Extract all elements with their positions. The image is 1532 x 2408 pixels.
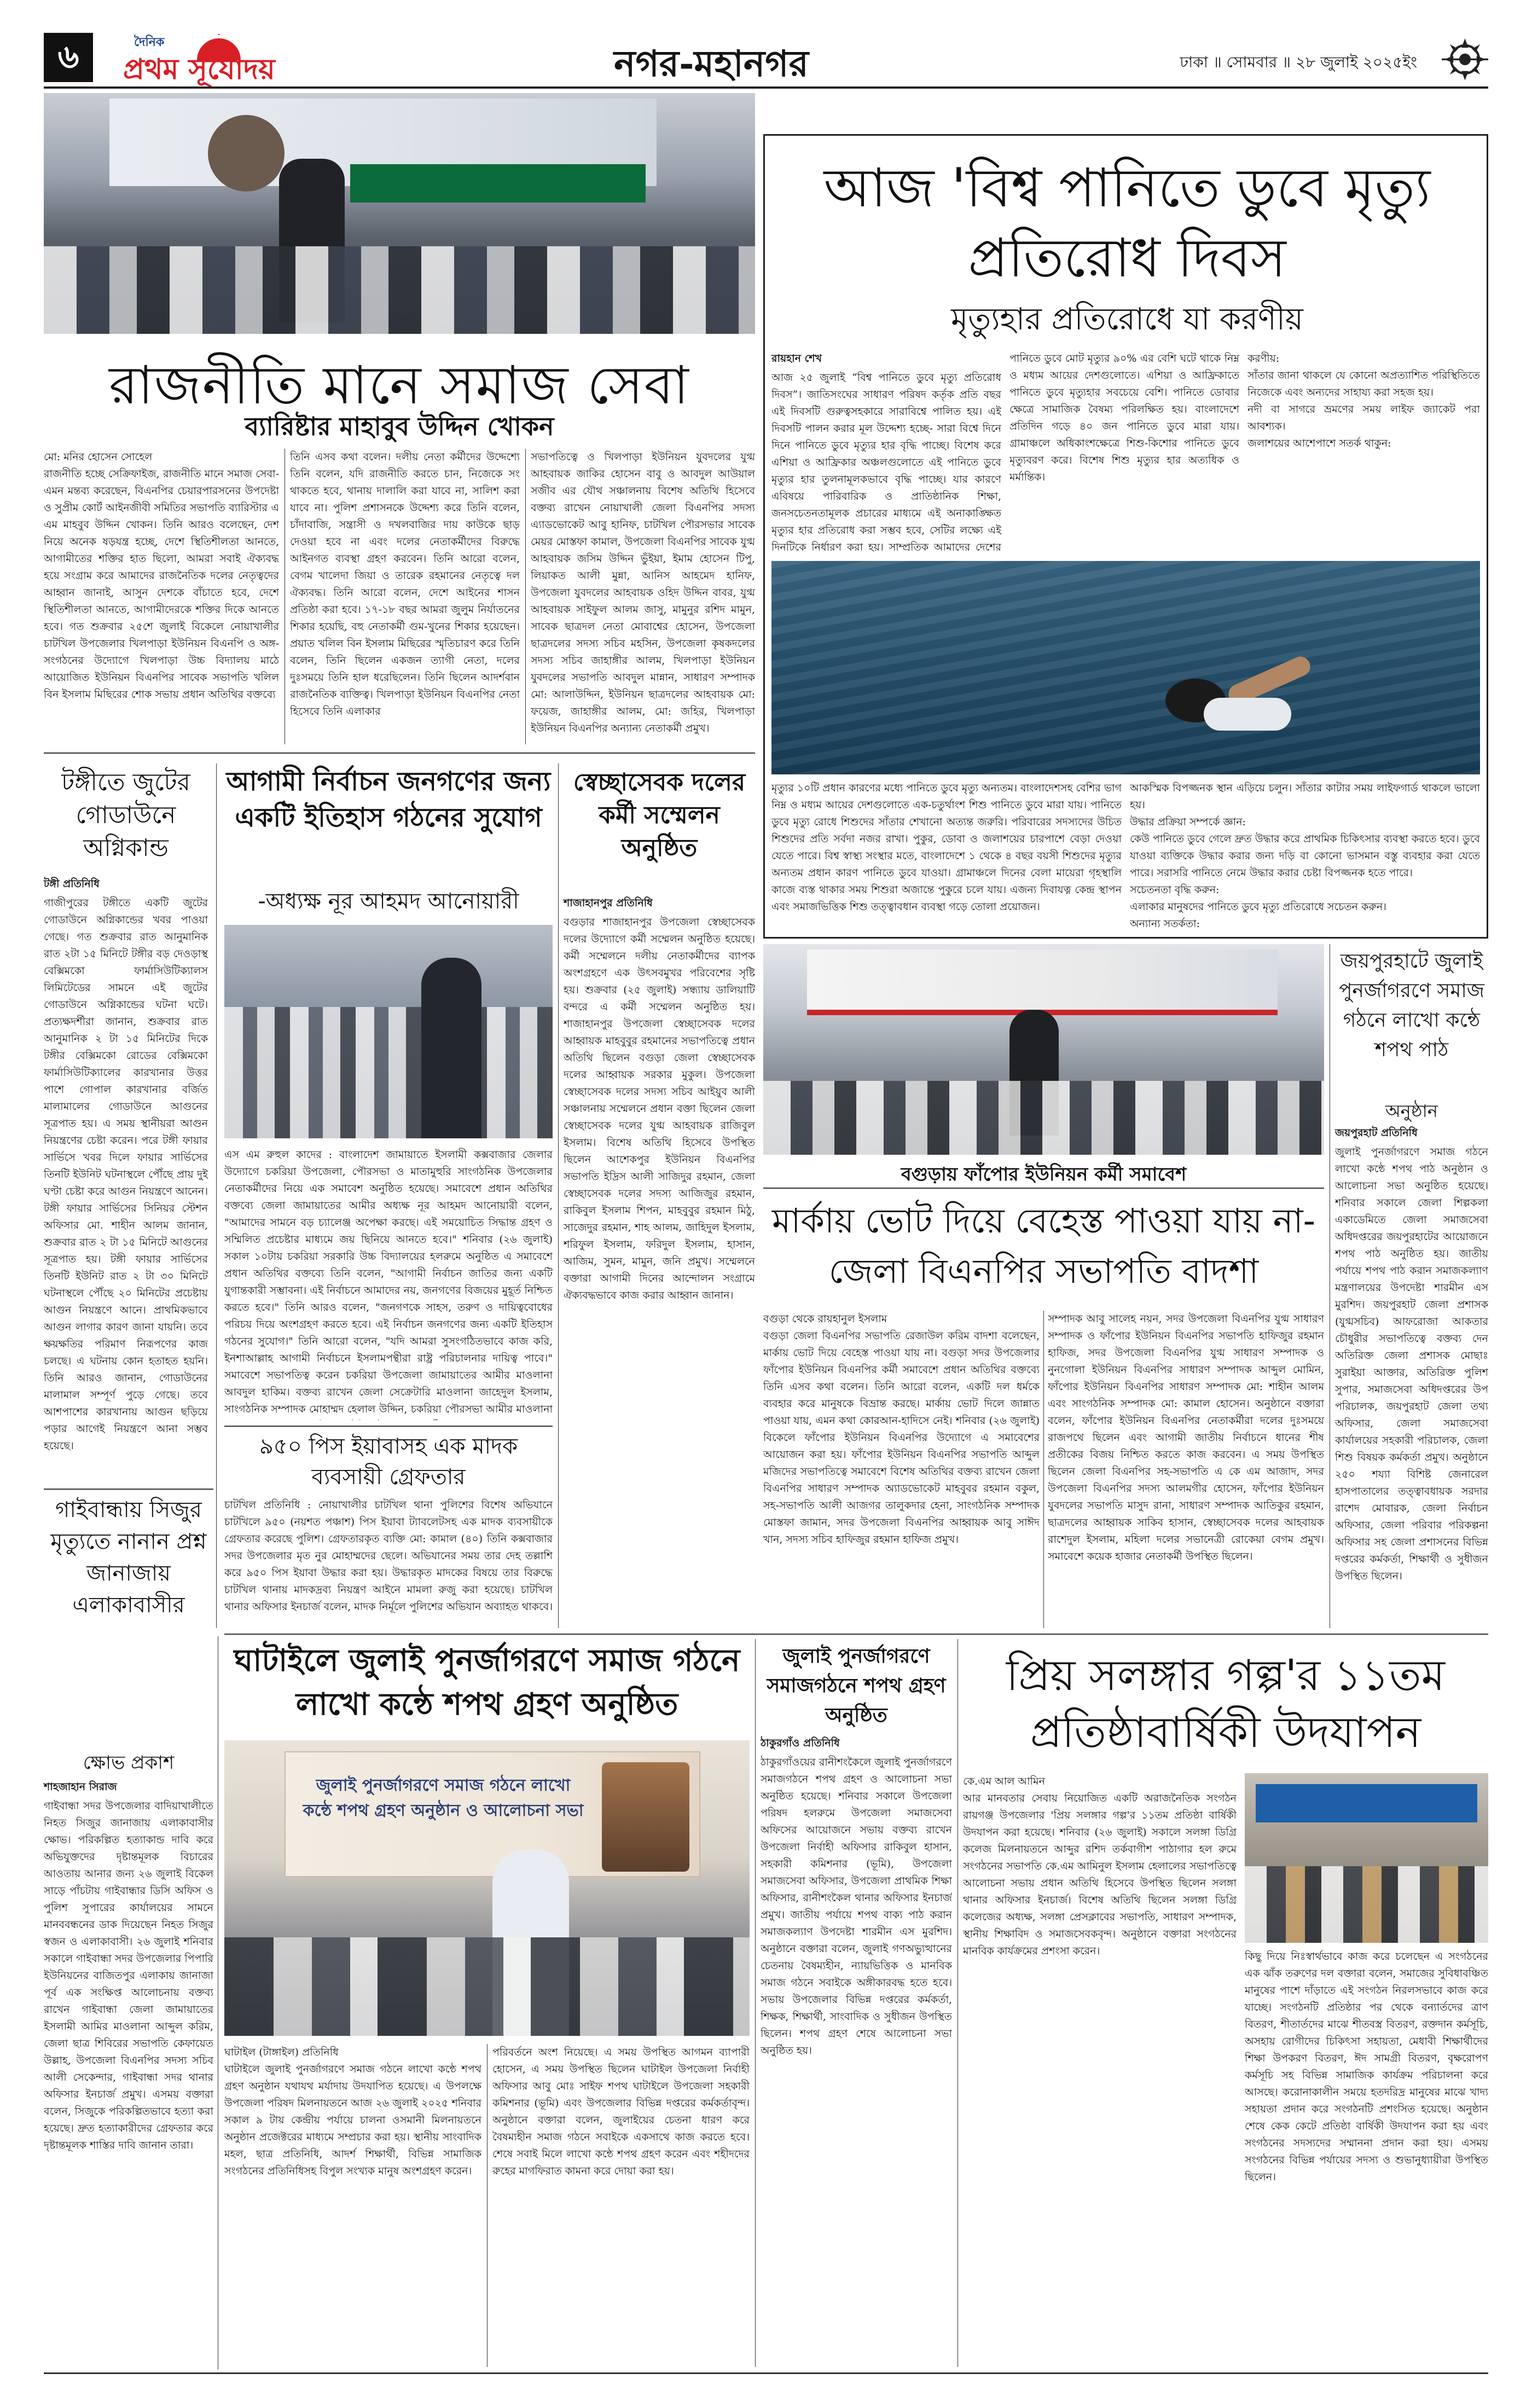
footer-rule xyxy=(44,2372,1488,2374)
a5-byline: শাজাহানপুর প্রতিনিধি xyxy=(564,897,653,909)
standing-person xyxy=(421,958,481,1138)
seated-guests xyxy=(1245,1866,1488,1943)
a3-headline: আগামী নির্বাচন জনগণের জন্য একটি ইতিহাস গঠনের সুযোগ xyxy=(226,766,551,833)
a1-headline: রাজনীতি মানে সমাজ সেবা xyxy=(109,355,690,416)
a9-byline: জয়পুরহাট প্রতিনিধি xyxy=(1335,1127,1418,1139)
a7-col-4: মৃত্যুর ১০টি প্রধান কারণের মধ্যে পানিতে ডুবে মৃত্যু অন্যতম। বাংলাদেশসহ বেশির ভাগ নিম্ন ও মধ্যম আয়ের দেশগুলোতে এক-চতুর্থাংশ শিশু পানিতে ডুবে মারা যায়। পানিতে ডুবে মৃত্যু রোধে শিশুদের সাঁতার শেখানো অত্যন্ত জরুরি। পরিবারের সদস্যদের উচিত শিশুদের প্রতি সর্বদা নজর রাখা। পুকুর, ডোবা ও জলাশয়ের চারপাশে বেড়া দেওয়া যেতে পারে। বিশ্ব স্বাস্থ্য সংস্থার মতে, বাংলাদেশে ১ থেকে ৪ বছর বয়সী শিশুদের মৃত্যুর অন্যতম প্রধান কারণ পানিতে ডুবে যাওয়া। গ্রামাঞ্চলে দিনের বেলা মায়েরা গৃহস্থালি কাজে ব্যস্ত থাকার সময় শিশুরা অজান্তে পুকুরে চলে যায়। এজন্য দিবাযত্ন কেন্দ্র স্থাপন এবং সমাজভিত্তিক শিশু তত্ত্বাবধান ব্যবস্থা গড়ে তোলা প্রয়োজন। xyxy=(771,782,1122,913)
col-divider xyxy=(755,1639,756,2367)
a6-subheadline: ক্ষোভ প্রকাশ xyxy=(83,1752,175,1774)
a2-byline: টঙ্গী প্রতিনিধি xyxy=(44,878,100,890)
a8-photo-caption: বগুড়ায় ফাঁপোর ইউনিয়ন কর্মী সমাবেশ xyxy=(901,1164,1187,1185)
a2-headline: টঙ্গীতে জুটের গোডাউনে অগ্নিকান্ড xyxy=(61,768,190,862)
a1-col-1: মো: মনির হোসেন সোহেল রাজনীতি হচ্ছে সেক্রিফাইজ, রাজনীতি মানে সমাজ সেবা- এমন মন্তব্য করেছেন, বিএনপির চেয়ারপারসনের উপদেষ্টা ও সুপ্রীম কোর্ট আইনজীবী সমিতির সভাপতি ব্যারিস্টার এ এম মাহবুব উদ্দিন খোকন। তিনি আরও বলেছেন, দেশ নিয়ে অনেক ষড়যন্ত্র হচ্ছে, দেশে স্থিতিশীলতা আনতে, আগামীতের শক্তির হাত ছিলো, আমরা সবাই ঐক্যবদ্ধ হয়ে সংগ্রাম করে আমাদের রাজনৈতিক দলের নেতৃত্বদের আহ্বান জানাই, আসুন দেশকে বাঁচাতে হবে, দেশে স্থিতিশীলতা আনতে, আগামীদেরকে শক্তির দিকে আনতে হবে। গত শুক্রবার ২৫শে জুলাই বিকেলে নোয়াখালীর চাটখিল উপজেলার খিলপাড়া ইউনিয়ন বিএনপি ও অঙ্গ-সংগঠনের উদ্যোগে খিলপাড়া উচ্চ বিদ্যালয় মাঠে আয়োজিত ইউনিয়ন বিএনপির সাবেক সভাপতি খলিল বিন ইসলাম মিছিরের শোক সভায় প্রধান অতিথির বক্তব্যে xyxy=(44,451,279,701)
a7-col-2: পানিতে ডুবে মোট মৃত্যুর ৯০% এর বেশি ঘটে থাকে নিম্ন ও মধ্যম আয়ের দেশগুলোতে। এশিয়া ও আফ্রিকাতে পানিতে ডুবে মৃত্যুহার সবচেয়ে বেশি। পানিতে ডোবার ক্ষেত্রে সামাজিক বৈষম্য পরিলক্ষিত হয়। বাংলাদেশে প্রতিদিন গড়ে ৪০ জন পানিতে ডুবে মারা যায়। গ্রামাঞ্চলে অধিকাংশক্ষেত্রে শিশু-কিশোর পানিতে ডুবে মৃত্যুবরণ করে। বিশেষ শিশু মৃত্যুর হার অত্যধিক ও মর্মান্তিক। xyxy=(1009,352,1239,483)
a6-body: গাইবান্ধা সদর উপজেলার বাদিয়াখালীতে নিহত সিজুর জানাজায় এলাকাবাসীর ক্ষোভ। পরিকল্পিত হত্যাকান্ড দাবি করে অভিযুক্তদের দৃষ্টান্তমূলক বিচারের আওতায় আনার জন্য ২৬ জুলাই বিকেল সাড়ে পাঁচটায় গাইবান্ধার ডিসি অফিস ও পুলিশ সুপারের কার্যালয়ের সামনে মানববন্ধনের ডাক দিয়েছেন নিহত সিজুর স্বজন ও এলাকাবাসী। ২৬ জুলাই শনিবার সকালে গাইবান্ধা সদর উপজেলার পিপারি ইউনিয়নের বাজিতপুর এলাকায় জানাজা পূর্ব এক সংক্ষিপ্ত আলোচনায় বক্তব্য রাখেন গাইবান্ধা জেলা জামায়াতের ইসলামী আমির মাওলানা আব্দুল করিম, জেলা ছাত্র শিবিরের সভাপতি কেফায়েত উল্লাহ, উপজেলা বিএনপির সদস্য সচিব আলী সেকেন্দার, গাইবান্ধা সদর থানার অফিসার ইনচার্জ প্রমুখ। এসময় বক্তারা বলেন, সিজুকে পরিকল্পিতভাবে হত্যা করা হয়েছে। দ্রুত হত্যাকারীদের গ্রেফতার করে দৃষ্টান্তমূলক শাস্তির দাবি জানান তারা। xyxy=(44,1800,213,2151)
bogura-photo xyxy=(763,944,1324,1155)
a1-col-2: তিনি এসব কথা বলেন। দলীয় নেতা কর্মীদের উদ্দেশ্যে তিনি বলেন, যদি রাজনীতি করতে চান, নিজেকে সং থাকতে হবে, থানায় দালালি করা যাবে না, সালিশ করা যাবে না। পুলিশ প্রশাসনকে উদ্দেশ্য করে তিনি বলেন, চাঁদাবাজি, সন্ত্রাসী ও দখলবাজির দায় কাউকে ছাড় দেওয়া হবে না এবং দলের নেতাকর্মীদের বিরুদ্ধে আইনগত ব্যবস্থা গ্রহণ করবেন। তিনি আরো বলেন, বেগম খালেদা জিয়া ও তারেক রহমানের নেতৃত্বে দল ঐক্যবদ্ধ। তিনি আরো বলেন, দেশে আইনের শাসন প্রতিষ্ঠা করা হবে। ১৭-১৮ বছর আমরা জুলুম নির্যাতনের শিকার হয়েছি, বহু নেতাকর্মী গুম-খুনের শিকার হয়েছেন। প্রয়াত খলিল বিন ইসলাম মিছিরের স্মৃতিচারণ করে তিনি বলেন, তিনি ছিলেন একজন ত্যাগী নেতা, দলের দুঃসময়ে তিনি হাল ধরেছিলেন। তিনি ছিলেন আদর্শবান রাজনৈতিক ব্যক্তিত্ব। খিলপাড়া ইউনিয়ন বিএনপির নেতা হিসেবে তিনি এলাকার xyxy=(290,451,520,717)
brand-prefix: দৈনিক xyxy=(134,36,165,49)
event-banner-text: জুলাই পুনর্জাগরণে সমাজ গঠনে লাখো কন্ঠে শপথ গ্রহণ অনুষ্ঠান ও আলোচনা সভা xyxy=(303,1776,584,1820)
caption-rule xyxy=(763,1188,1324,1189)
a4-body: চাটখিল প্রতিনিধি : নোয়াখালীর চাটখিল থানা পুলিশের বিশেষ অভিযানে চাটখিলে ৯৫০ (নয়শত পঞ্চাশ) পিস ইয়াবা ট্যাবলেটসহ এক মাদক ব্যবসায়ীকে গ্রেফতার করেছে পুলিশ। গ্রেফতারকৃত ব্যক্তি মো: কামাল (৪০) তিনি কক্সবাজার সদর উপজেলার মৃত নুর মোহাম্মদের ছেলে। অভিযানের সময় তার দেহ তল্লাশি করে ৯৫০ পিস ইয়াবা উদ্ধার করা হয়। উদ্ধারকৃত মাদকের বিষয়ে তার বিরুদ্ধে চাটখিল থানায় মাদকদ্রব্য নিয়ন্ত্রণ আইনে মামলা রুজু করা হয়েছে। চাটখিল থানার অফিসার ইনচার্জ বলেন, মাদক নির্মূলে পুলিশের অভিযান অব্যাহত থাকবে। xyxy=(224,1499,553,1613)
a11-body: ঠাকুরগাঁওয়ের রানীশংকৈলে জুলাই পুনর্জাগরণে সমাজগঠনে শপথ গ্রহণ ও আলোচনা সভা অনুষ্ঠিত হয়েছে। শনিবার সকালে উপজেলা পরিষদ হলরুমে উপজেলা সমাজসেবা অফিসের আয়োজনে সভায় বক্তব্য রাখেন উপজেলা নির্বাহী অফিসার রাকিবুল হাসান, সহকারী কমিশনার (ভূমি), উপজেলা সমাজসেবা অফিসার, উপজেলা প্রাথমিক শিক্ষা অফিসার, রানীশংকৈল থানার অফিসার ইনচার্জ প্রমুখ। জাতীয় পর্যায়ে শপথ বাক্য পাঠ করান সমাজকল্যাণ উপদেষ্টা শারমীন এস মুরশিদ। অনুষ্ঠানে বক্তারা বলেন, জুলাই গণঅভ্যুত্থানের চেতনায় বৈষম্যহীন, ন্যায়ভিত্তিক ও মানবিক সমাজ গঠনে সবাইকে অঙ্গীকারবদ্ধ হতে হবে। সভায় উপজেলার বিভিন্ন দপ্তরের কর্মকর্তা, শিক্ষক, শিক্ষার্থী, সাংবাদিক ও সুধীজন উপস্থিত ছিলেন। শপথ গ্রহণ শেষে আলোচনা সভা অনুষ্ঠিত হয়। xyxy=(761,1756,952,2057)
crowd-rows xyxy=(224,1007,553,1138)
section-rule xyxy=(44,752,755,754)
masthead-rule xyxy=(44,86,1488,89)
page-number-badge: ৬ xyxy=(44,33,93,82)
a7-col-1: আজ ২৫ জুলাই “বিশ্ব পানিতে ডুবে মৃত্যু প্রতিরোধ দিবস”। জাতিসংঘের সাধারণ পরিষদ কর্তৃক প্রতি বছর এই দিবসটি গুরুত্বসহকারে সারাবিশ্বে পালিত হয়। এই দিবসটি পালন করার মূল উদ্দেশ্য হচ্ছে- সারা বিশ্বে দিনে দিনে পানিতে ডুবে মৃত্যুর হার বৃদ্ধি পাচ্ছে। বিশেষ করে এশিয়া ও আফ্রিকার অঞ্চলগুলোতে এই পানিতে ডুবে মৃত্যুর হার তুলনামূলকভাবে বৃদ্ধি পাচ্ছে। যার কারণে এবিষয়ে পারিবারিক ও প্রাতিষ্ঠানিক শিক্ষা, জনসচেতনতামূলক প্রচারের মাধ্যমে এই অনাকাঙ্ক্ষিত মৃত্যুর হার প্রতিরোধ করা সম্ভব হবে, সেটির লক্ষ্যে এই দিনটিকে নির্ধারণ করা হয়। সাম্প্রতিক আমাদের দেশের xyxy=(771,372,1001,553)
meeting-photo xyxy=(224,925,553,1138)
a10-headline: ঘাটাইলে জুলাই পুনর্জাগরণে সমাজ গঠনে লাখো কন্ঠে শপথ গ্রহণ অনুষ্ঠিত xyxy=(234,1643,740,1722)
a8-col-1: বগুড়া থেকে রায়হানুল ইসলাম বগুড়া জেলা বিএনপির সভাপতি রেজাউল করিম বাদশা বলেছেন, মার্কায় ভোট দিয়ে বেহেস্ত পাওয়া যায় না। বগুড়া সদর উপজেলার ফাঁপোর ইউনিয়ন বিএনপির কর্মী সমাবেশে প্রধান অতিথির বক্তব্যে তিনি এসব কথা বলেন। তিনি আরো বলেন, একটি দল ধর্মকে ব্যবহার করে মানুষকে বিভ্রান্ত করছে। মার্কায় ভোট দিলে জান্নাত পাওয়া যায়, এমন কথা কোরআন-হাদিসে নেই। শনিবার (২৬ জুলাই) বিকেলে ফাঁপোর ইউনিয়ন বিএনপির উদ্যোগে এ সমাবেশের আয়োজন করা হয়। ফাঁপোর ইউনিয়ন বিএনপির সভাপতি আব্দুল মজিদের সভাপতিত্বে সমাবেশে বিশেষ অতিথির বক্তব্য রাখেন জেলা বিএনপির সাধারণ সম্পাদক অ্যাডভোকেট মাহবুবর রহমান বকুল, সহ-সভাপতি আলী আজগর তালুকদার হেনা, সাংগঠনিক সম্পাদক মোস্তফা জামান, সদর উপজেলা বিএনপির আহ্বায়ক আবু সাঈদ খান, সদস্য সচিব হাফিজুর রহমান হাফিজ প্রমুখ। xyxy=(763,1313,1040,1545)
a6-headline: গাইবান্ধায় সিজুর মৃত্যুতে নানান প্রশ্ন জানাজায় এলাকাবাসীর xyxy=(50,1497,207,1618)
a12-col-1: কে.এম আল আমিন আর মানবতার সেবায় নিয়োজিত একটি অরাজনৈতিক সংগঠন রায়গঞ্জ উপজেলার 'প্রিয় সলঙ্গার গল্প'র ১১তম প্রতিষ্ঠা বার্ষিকী উদযাপন করা হয়েছে। শনিবার (২৬ জুলাই) সকালে সলঙ্গা ডিগ্রি কলেজ মিলনায়তনে আব্দুর রশিদ তর্কবাগীশ পাঠাগার হল রুমে সংগঠনের সভাপতি কে.এম আমিনুল ইসলাম হেলালের সভাপতিত্বে আলোচনা সভায় প্রধান অতিথি হিসেবে উপস্থিত ছিলেন সলঙ্গা থানার অফিসার ইনচার্জ। বিশেষ অতিথি ছিলেন সলঙ্গা ডিগ্রি কলেজের অধ্যক্ষ, সলঙ্গা প্রেসক্লাবের সভাপতি, সাধারণ সম্পাদক, স্থানীয় শিক্ষাবিদ ও সমাজসেবকবৃন্দ। অনুষ্ঠানে বক্তারা সংগঠনের মানবিক কার্যক্রমের প্রশংসা করেন। xyxy=(963,1775,1237,1957)
banner-blue xyxy=(1256,1784,1477,1822)
a10-col-2: পরিবর্তনে অংশ নিয়েছে। এ সময় উপস্থিত আগমন ব্যাপারী হোসেন, এ সময় উপস্থিত ছিলেন ঘাটাইল উপজেলা নির্বাহী অফিসার আবু মোঃ সাইফ শপথ ঘাটাইলে উপজেলা সহকারী কমিশনার (ভূমি) এবং উপজেলার বিভিন্ন দপ্তরের কর্মকর্তাবৃন্দ। অনুষ্ঠানে বক্তারা বলেন, জুলাইয়ের চেতনা ধারণ করে বৈষম্যহীন সমাজ গঠনে সবাইকে একসাথে কাজ করতে হবে। শেষে সবাই মিলে লাখো কন্ঠে শপথ গ্রহণ করেন এবং শহীদদের রুহের মাগফিরাত কামনা করে দোয়া করা হয়। xyxy=(492,2046,750,2177)
portrait-blob xyxy=(208,115,285,192)
masthead xyxy=(44,33,1488,86)
a11-byline: ঠাকুরগাঁও প্রতিনিধি xyxy=(761,1737,840,1749)
seated-row xyxy=(763,1081,1324,1155)
a3-subheadline: -অধ্যক্ষ নূর আহমদ আনোয়ারী xyxy=(258,889,519,914)
a10-col-divider xyxy=(487,2044,488,2367)
section-rule xyxy=(224,1426,553,1427)
a6-byline: শাহজাহান সিরাজ xyxy=(44,1781,117,1793)
a2-body: গাজীপুরের টঙ্গীতে একটি জুটের গোডাউনে অগ্নিকান্ডের খবর পাওয়া গেছে। গত শুক্রবার রাত আনুমানিক রাত ২টা ১৫ মিনিটে টঙ্গীর বড় দেওড়াস্থ বেক্সিমকো ফার্মাসিউটিক্যালস লিমিটেডের সামনে এই জুটের গোডাউনে অগ্নিকান্ডের ঘটনা ঘটে। প্রত্যক্ষদর্শীরা জানান, শুক্রবার রাত আনুমানিক ২ টা ১৫ মিনিটের দিকে টঙ্গীর বেক্সিমকো রোডের বেক্সিমকো ফার্মাসিউটিক্যালের কারখানার উত্তর পাশে গোপাল কারখানার বর্জিত মালামালের গোডাউনে আগুনের সূত্রপাত হয়। এ সময় স্থানীয়রা আগুন নিয়ন্ত্রণের চেষ্টা করেন। পরে টঙ্গী ফায়ার সার্ভিসে খবর দিলে ফায়ার সার্ভিসের তিনটি ইউনিট ঘটনাস্থলে পৌঁছে প্রায় দুই ঘণ্টা চেষ্টা করে আগুন নিয়ন্ত্রণে আনেন। টঙ্গী ফায়ার সার্ভিসের সিনিয়র স্টেশন অফিসার মো. শাহীন আলম জানান, শুক্রবার রাত ২ টা ১৫ মিনিটে আগুনের সূত্রপাত হয়। টঙ্গী ফায়ার সার্ভিসের তিনটি ইউনিট রাত ২ টা ৩০ মিনিটে ঘটনাস্থলে পৌঁছে ২০ মিনিটের প্রচেষ্টায় আগুন নিয়ন্ত্রণে আনে। প্রাথমিকভাবে আগুন লাগার কারণ জানা যায়নি। তবে ক্ষয়ক্ষতির পরিমাণ নিরূপণের কাজ চলছে। এ ঘটনায় কোন হতাহত হয়নি। তিনি আরও জানান, গোডাউনের মালামাল সম্পূর্ণ পুড়ে গেছে। তবে আশপাশের কারখানায় আগুন ছড়িয়ে পড়ার আগেই নিয়ন্ত্রণে আনা সম্ভব হয়েছে। xyxy=(44,897,208,1452)
stage-banner-red xyxy=(807,950,1278,1015)
a7-byline: রায়হান শেখ xyxy=(771,352,822,364)
seated-guests xyxy=(224,1937,750,2036)
a4-headline: ৯৫০ পিস ইয়াবাসহ এক মাদক ব্যবসায়ী গ্রেফতার xyxy=(259,1434,518,1490)
a10-col-1: ঘাটাইল (টাঙ্গাইল) প্রতিনিধি ঘাটাইলে জুলাই পুনর্জাগরণে সমাজ গঠনে লাখো কন্ঠে শপথ গ্রহণ অনুষ্ঠান যথাযথ মর্যাদায় উদযাপিত হয়েছে। এ উপলক্ষে উপজেলা পরিষদ মিলনায়তনে আজ ২৬ জুলাই ২০২৫ শনিবার সকাল ৯ টায় কেন্দ্রীয় পর্যায়ে চালনা ওসমানী মিলনায়তনে অনুষ্ঠান প্রজেক্টরের মাধ্যমে সম্প্রচার করা হয়। স্থানীয় সাংবাদিক মহল, ছাত্র প্রতিনিধি, আদর্শ শিক্ষার্থী, বিভিন্ন সামাজিক সংগঠনের প্রতিনিধিসহ বিপুল সংখ্যক মানুষ অংশগ্রহণ করেন। xyxy=(224,2046,481,2177)
a9-headline: জয়পুরহাটে জুলাই পুনর্জাগরণে সমাজ গঠনে লাখো কন্ঠে শপথ পাঠ xyxy=(1338,950,1485,1061)
front-row xyxy=(44,246,755,334)
a7-col-3: করণীয়: সাঁতার জানা থাকলে যে কোনো অপ্রত্যাশিত পরিস্থিতিতে নিজেকে এবং অন্যদের সাহায্য করা সহজ হয়। নদী বা সাগরে ভ্রমণের সময় লাইফ জ্যাকেট পরা আবশ্যক। জলাশয়ের আশেপাশে সতর্ক থাকুন: xyxy=(1247,352,1480,449)
a1-col-3: সভাপতিত্বে ও খিলপাড়া ইউনিয়ন যুবদলের যুগ্ম আহবায়ক জাকির হোসেন বাবু ও আবদুল আউয়াল সজীব এর যৌথ সঞ্চালনায় বিশেষ অতিথি হিসেবে বক্তব্য রাখেন নোয়াখালী জেলা বিএনপির সদস্য এ্যাডভোকেট আবু হানিফ, চাটখিল পৌরসভার সাবেক মেয়র মোস্তফা কামাল, উপজেলা বিএনপির সাবেক যুগ্ম আহবায়ক জসিম উদ্দিন ভুঁইয়া, ইমাম হোসেন টিপু, লিয়াকত আলী মুন্না, আনিস আহমেদ হানিফ, উপজেলা যুবদলের আহবায়ক ওহিদ উদ্দিন বাবর, যুগ্ম আহবায়ক সাইফুল আলম জাসু, মামুনুর রশিদ মামুন, সাবেক ছাত্রদল নেতা মোবাশ্বের হোসেন, উপজেলা ছাত্রদলের সদস্য সচিব মহসিন, উপজেলা কৃষকদলের সদস্য সচিব জাহাঙ্গীর আলম, খিলপাড়া ইউনিয়ন যুবদলের সভাপতি আবদুল মান্নান, সাধারণ সম্পাদক মো: আলাউদ্দিন, ইউনিয়ন ছাত্রদলের আহবায়ক মো: ফয়েজ, জাহাঙ্গীর আলম, মো: জহির, খিলপাড়া ইউনিয়ন বিএনপির অন্যান্য নেতাকর্মী প্রমুখ। xyxy=(531,451,755,734)
rally-photo xyxy=(44,93,755,334)
col-divider xyxy=(558,763,559,1628)
a11-headline: জুলাই পুনর্জাগরণে সমাজগঠনে শপথ গ্রহণ অনুষ্ঠিত xyxy=(767,1645,946,1727)
a12-col-2: কিছু দিয়ে নিঃস্বার্থভাবে কাজ করে চলেছেন এ সংগঠনের এক ঝাঁক তরুণের দল বক্তারা বলেন, সমাজের সুবিধাবঞ্চিত মানুষের পাশে দাঁড়াতে এই সংগঠন নিরলসভাবে কাজ করে যাচ্ছে। সংগঠনটি প্রতিষ্ঠার পর থেকে বন্যার্তদের ত্রাণ বিতরণ, শীতার্তদের মাঝে শীতবস্ত্র বিতরণ, রক্তদান কর্মসূচি, অসহায় রোগীদের চিকিৎসা সহায়তা, মেধাবী শিক্ষার্থীদের শিক্ষা উপকরণ বিতরণ, ঈদ সামগ্রী বিতরণ, বৃক্ষরোপণ কর্মসূচি সহ বিভিন্ন সামাজিক কার্যক্রম পরিচালনা করে আসছে। করোনাকালীন সময়ে হতদরিদ্র মানুষের মাঝে খাদ্য সহায়তা প্রদান করে সংগঠনটি প্রশংসিত হয়েছে। অনুষ্ঠান শেষে কেক কেটে প্রতিষ্ঠা বার্ষিকী উদযাপন করা হয় এবং সংগঠনের সদস্যদের সম্মাননা প্রদান করা হয়। এসময় সংগঠনের বিভিন্ন পর্যায়ের সদস্য ও শুভানুধ্যায়ীরা উপস্থিত ছিলেন। xyxy=(1245,1950,1488,2183)
a8-col-2: সম্পাদক আবু সালেহ নয়ন, সদর উপজেলা বিএনপির যুগ্ম সাধারণ সম্পাদক ও ফাঁপোর ইউনিয়ন বিএনপির সভাপতি হাফিজুর রহমান হাফিজ, সদর উপজেলা বিএনপির যুগ্ম সাধারণ সম্পাদক ও নুনগোলা ইউনিয়ন বিএনপির সাধারণ সম্পাদক আব্দুল মোমিন, ফাঁপোর ইউনিয়ন বিএনপির সাধারণ সম্পাদক মো: শাহীন আলম এবং সাংগঠনিক সম্পাদক মো: কামাল হোসেন। অনুষ্ঠানে বক্তারা বলেন, ফাঁপোর ইউনিয়ন বিএনপির নেতাকর্মীরা দলের দুঃসময়ে রাজপথে ছিলেন এবং আগামী জাতীয় নির্বাচনে ধানের শীষ প্রতীকের বিজয় নিশ্চিত করতে কাজ করবেন। এ সময় উপস্থিত ছিলেন জেলা বিএনপির সহ-সভাপতি এ কে এম আজাদ, সদর উপজেলা বিএনপির সদস্য আলমগীর হোসেন, ফাঁপোর ইউনিয়ন যুবদলের সভাপতি মাসুদ রানা, সাধারণ সম্পাদক আতিকুর রহমান, ছাত্রদলের আহ্বায়ক সাকিব হাসান, স্বেচ্ছাসেবক দলের আহবায়ক রাশেদুল ইসলাম, মহিলা দলের সভানেত্রী রোকেয়া বেগম প্রমুখ। সমাবেশে কয়েক হাজার নেতাকর্মী উপস্থিত ছিলেন। xyxy=(1048,1313,1324,1562)
a7-headline: আজ 'বিশ্ব পানিতে ডুবে মৃত্যু প্রতিরোধ দিবস xyxy=(823,157,1431,290)
section-rule xyxy=(44,1489,213,1490)
section-rule xyxy=(224,1634,1488,1635)
ghatail-photo xyxy=(224,1740,750,2036)
stage-banner-green xyxy=(350,164,646,202)
brand-logo xyxy=(101,33,408,86)
a1-subheadline: ব্যারিষ্টার মাহাবুব উদ্দিন খোকন xyxy=(245,412,554,441)
a9-body: জুলাই পুনর্জাগরণে সমাজ গঠনে লাখো কন্ঠে শপথ পাঠ অনুষ্ঠান ও আলোচনা সভা অনুষ্ঠিত হয়েছে। শনিবার সকালে জেলা শিল্পকলা একাডেমিতে জেলা সমাজসেবা অধিদপ্তরের জয়পুরহাটের আয়োজনে শপথ পাঠ অনুষ্ঠিত হয়। জাতীয় পর্যায়ে শপথ পাঠ করান সমাজকল্যাণ মন্ত্রণালয়ের উপদেষ্টা শারমীন এস মুরশিদ। জয়পুরহাট জেলা প্রশাসক (যুগ্মসচিব) আফরোজা আকতার চৌধুরীর সভাপতিত্বে বক্তব্য দেন অতিরিক্ত জেলা প্রশাসক মোছাঃ সুরাইয়া আক্তার, অতিরিক্ত পুলিশ সুপার, সমাজসেবা অধিদপ্তরের উপ পরিচালক, জয়পুরহাট জেলা তথ্য অফিসার, জেলা সমাজসেবা কার্যালয়ের সহকারী পরিচালক, জেলা শিশু বিষয়ক কর্মকর্তা প্রমুখ। অনুষ্ঠানে ২৫০ শয্যা বিশিষ্ট জেনারেল হাসপাতালের তত্ত্বাবধায়ক সরদার রাশেদ মোবারক, জেলা নির্বাচন অফিসার, জেলা পরিবার পরিকল্পনা অফিসার সহ জেলা প্রশাসনের বিভিন্ন দপ্তরের কর্মকর্তা, শিক্ষার্থী ও সুধীজন উপস্থিত ছিলেন। xyxy=(1335,1146,1488,1582)
a1-col-divider xyxy=(525,449,526,744)
a12-headline: প্রিয় সলঙ্গার গল্প'র ১১তম প্রতিষ্ঠাবার্ষিকী উদযাপন xyxy=(1006,1651,1445,1757)
a5-headline: স্বেচ্ছাসেবক দলের কর্মী সম্মেলন অনুষ্ঠিত xyxy=(573,768,746,862)
a8-headline: মার্কায় ভোট দিয়ে বেহেস্ত পাওয়া যায় না- জেলা বিএনপির সভাপতি বাদশা xyxy=(772,1201,1315,1291)
drowning-photo xyxy=(771,561,1480,774)
a7-subheadline: মৃত্যুহার প্রতিরোধে যা করণীয় xyxy=(951,302,1303,337)
banner-portrait xyxy=(602,1762,689,1872)
section-title: নগর-মহানগর xyxy=(614,42,809,85)
a9-subheadline: অনুষ্ঠান xyxy=(1385,1101,1438,1121)
col-divider xyxy=(216,763,217,1628)
a7-col-5: আকস্মিক বিপজ্জনক স্থান এড়িয়ে চলুন। সাঁতার কাটার সময় লাইফগার্ড থাকলে ভালো হয়। উদ্ধার প্রক্রিয়া সম্পর্কে জ্ঞান: কেউ পানিতে ডুবে গেলে দ্রুত উদ্ধার করে প্রাথমিক চিকিৎসার ব্যবস্থা করতে হবে। ডুবে যাওয়া ব্যক্তিকে উদ্ধার করার জন্য দড়ি বা কোনো ভাসমান বস্তু ব্যবহার করা যেতে পারে। সরাসরি পানিতে নেমে উদ্ধার করার চেষ্টা বিপজ্জনক হতে পারে। সচেতনতা বৃদ্ধি করুন: এলাকার মানুষদের পানিতে ডুবে মৃত্যু প্রতিরোধে সচেতন করুন। অন্যান্য সতর্কতা: xyxy=(1130,782,1480,930)
child-shirt xyxy=(1204,698,1291,731)
a5-body: বগুড়ার শাজাহানপুর উপজেলা স্বেচ্ছাসেবক দলের উদ্যোগে কর্মী সম্মেলন অনুষ্ঠিত হয়েছে। কর্মী সম্মেলনে দলীয় নেতাকর্মীদের ব্যাপক অংশগ্রহণে এক উৎসবমুখর পরিবেশের সৃষ্টি হয়। শুক্রবার (২৫ জুলাই) সন্ধ্যায় ডালিয়াটি বন্দরে এ কর্মী সম্মেলন অনুষ্ঠিত হয়। শাজাহানপুর উপজেলা স্বেচ্ছাসেবক দলের আহ্বায়ক মাহবুবুর রহমানের সভাপতিত্বে প্রধান অতিথি ছিলেন বগুড়া জেলা স্বেচ্ছাসেবক দলের আহ্বায়ক সরকার মুকুল। উপজেলা স্বেচ্ছাসেবক দলের সদস্য সচিব আইয়ুব আলী সঞ্চালনায় সম্মেলনে প্রধান বক্তা ছিলেন জেলা স্বেচ্ছাসেবক দলের যুগ্ম আহবায়ক রাজিবুল ইসলাম। বিশেষ অতিথি হিসেবে উপস্থিত ছিলেন আশেকপুর ইউনিয়ন বিএনপির সভাপতি ইদ্রিস আলী সাজিদুর রহমান, জেলা স্বেচ্ছাসেবক দলের সদস্য আজিজুর রহমান, রাকিবুল ইসলাম শিপন, মাহবুবুর রহমান মিঠু, সাজেদুর রহমান, শাহ আলম, জাহিদুল ইসলাম, শরিফুল ইসলাম, ফরিদুল ইসলাম, হাসান, আজিম, সুমন, মামুন, জনি প্রমুখ। সম্মেলনে বক্তারা আগামী দিনের আন্দোলন সংগ্রামে ঐক্যবদ্ধভাবে কাজ করার আহ্বান জানান। xyxy=(564,916,755,1301)
brand-name: প্রথম সূর্যোদয় xyxy=(123,53,275,86)
dateline: ঢাকা ॥ সোমবার ॥ ২৮ জুলাই ২০২৫ইং xyxy=(1180,53,1417,71)
a8-col-divider xyxy=(1043,1311,1044,1628)
ornament-icon xyxy=(1442,36,1488,83)
salanga-photo xyxy=(1245,1773,1488,1943)
a3-body: এস এম রুহুল কাদের : বাংলাদেশ জামায়াতে ইসলামী কক্সবাজার জেলার উদ্যোগে চকরিয়া উপজেলা, পৌরসভা ও মাতামুহুরি সাংগঠনিক উপজেলার নেতাকর্মীদের নিয়ে এক সমাবেশ অনুষ্ঠিত হয়েছে। সমাবেশে প্রধান অতিথির বক্তব্যে জেলা জামায়াতের আমীর অধ্যক্ষ নূর আহমদ আনোয়ারী বলেন, "আমাদের সামনে বড় চ্যালেঞ্জ অপেক্ষা করছে। এই সময়োচিত সিদ্ধান্ত গ্রহণ ও সম্মিলিত প্রচেষ্টার মাধ্যমে জয় ছিনিয়ে আনতে হবে।" শনিবার (২৬ জুলাই) সকাল ১০টায় চকরিয়া সরকারি উচ্চ বিদ্যালয়ের হলরুমে অনুষ্ঠিত এ সমাবেশে প্রধান অতিথির বক্তব্যে তিনি বলেন, "আগামী নির্বাচন জাতির জন্য একটি যুগান্তকারী সম্ভাবনা। এই নির্বাচনে আমাদের নয়, জনগণের বিজয়ের মুহূর্ত নিশ্চিত করতে হবে।" তিনি আরও বলেন, "জনগণকে সাহস, তরুণ ও দায়িত্ববোধের পরিচয় দিয়ে অংশগ্রহণ করতে হবে। এই নির্বাচন জনগণের জন্য একটি ইতিহাস গঠনের সুযোগ।" তিনি আরো বলেন, "যদি আমরা সুসংগঠিতভাবে কাজ করি, ইনশাআল্লাহ আগামী নির্বাচনে ইসলামপন্থীরা রাষ্ট্র পরিচালনার দায়িত্ব পাবে।" সমাবেশে সভাপতিত্ব করেন চকরিয়া উপজেলা জামায়াতের আমীর মাওলানা আবদুল হাকিম। বক্তব্য রাখেন জেলা সেক্রেটারি মাওলানা জাহেদুল ইসলাম, সাংগঠনিক সম্পাদক মোহাম্মদ হেলাল উদ্দিন, চকরিয়া পৌরসভা আমীর মাওলানা xyxy=(224,1149,553,1415)
water-ripples xyxy=(771,561,1480,774)
